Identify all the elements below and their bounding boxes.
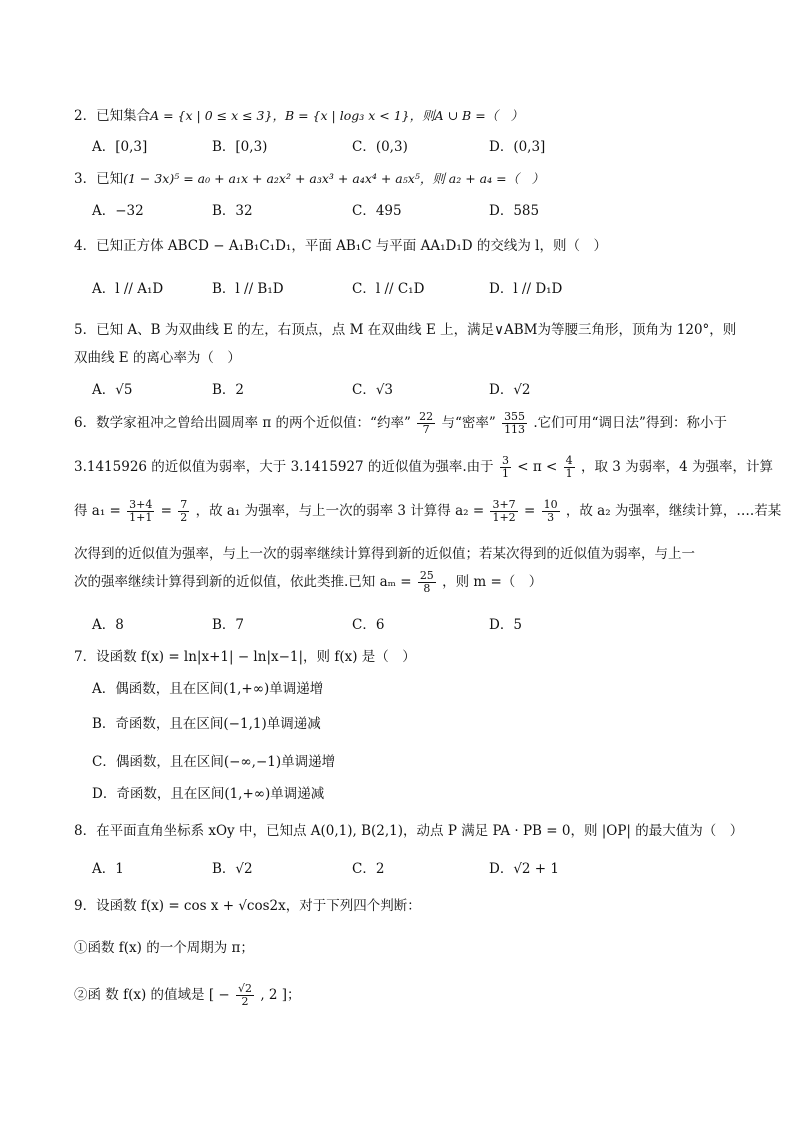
q6-text-5b: ，则 m =（ ） (442, 574, 543, 590)
question-6-line-1 (74, 411, 727, 436)
question-5-option-d[interactable]: D．√2 (489, 382, 531, 398)
question-7-option-a[interactable]: A．偶函数，且在区间(1,+∞)单调递增 (92, 681, 324, 697)
q6-text-2b: < π < (517, 459, 558, 475)
question-6-options (92, 613, 732, 633)
q6-text-3e: ，故 a₂ 为强率，继续计算，….若某 (565, 503, 782, 519)
fraction-sqrt2-over-2: $\frac{√2}{2}$ (238, 982, 253, 1008)
question-3-stem (74, 167, 544, 187)
question-4-stem: 4．已知正方体 ABCD − A₁B₁C₁D₁，平面 AB₁C 与平面 AA₁D₁D 的交线为 l，则（ ） (74, 238, 607, 254)
q9-item2-bracket: [ − (208, 987, 230, 1003)
question-4-option-b[interactable]: B．l // B₁D (212, 281, 284, 297)
fraction-3plus4-over-1plus1: $\frac{3+4}{1+1}$ (129, 498, 153, 524)
question-3-option-c[interactable]: C．495 (352, 203, 402, 219)
question-4-option-c[interactable]: C．l // C₁D (352, 281, 425, 297)
fraction-3-1: $\frac{3}{1}$ (501, 454, 509, 480)
question-8-stem: 8．在平面直角坐标系 xOy 中，已知点 A(0,1), B(2,1)，动点 P 满足 PA · PB = 0，则 |OP| 的最大值为（ ） (74, 823, 744, 839)
q6-text-5a: 次的强率继续计算得到新的近似值，依此类推.已知 aₘ = (74, 574, 412, 590)
fraction-7-2: $\frac{7}{2}$ (180, 498, 188, 524)
q6-text-3c: ，故 a₁ 为强率，与上一次的弱率 3 计算得 a₂ = (195, 503, 485, 519)
question-4-option-a[interactable]: A．l // A₁D (92, 281, 164, 297)
question-2-math: A = {x | 0 ≤ x ≤ 3}，B = {x | log₃ x < 1}，则A ∪ B =（ ） (150, 108, 524, 123)
fraction-25-8: $\frac{25}{8}$ (419, 569, 434, 595)
question-2-option-c[interactable]: C．(0,3) (352, 139, 408, 155)
question-7-stem: 7．设函数 f(x) = ln|x+1| − ln|x−1|，则 f(x) 是（ ） (74, 649, 416, 665)
q6-text-1a: 6．数学家祖冲之曾给出圆周率 π 的两个近似值：“约率” (74, 415, 411, 431)
question-9-item-1: ①函数 f(x) 的一个周期为 π； (74, 940, 254, 956)
question-4-option-d[interactable]: D．l // D₁D (489, 281, 563, 297)
q6-text-1b: 与“密率” (441, 415, 496, 431)
question-5-options (92, 378, 732, 398)
question-5-option-b[interactable]: B．2 (212, 382, 245, 398)
q6-text-2c: ，取 3 为弱率，4 为强率，计算 (580, 459, 774, 475)
q6-text-3b: = (160, 503, 172, 519)
question-3-option-b[interactable]: B．32 (212, 203, 253, 219)
question-2-option-b[interactable]: B．[0,3) (212, 139, 268, 155)
q9-item2-end: , 2 ]； (260, 987, 301, 1003)
question-6-line-2 (74, 455, 773, 480)
question-6-option-d[interactable]: D．5 (489, 617, 522, 633)
question-5-line-2: 双曲线 E 的离心率为（ ） (74, 350, 241, 366)
question-5-option-a[interactable]: A．√5 (92, 382, 133, 398)
question-6-option-c[interactable]: C．6 (352, 617, 385, 633)
question-3-option-a[interactable]: A．−32 (92, 203, 144, 219)
question-2-option-d[interactable]: D．(0,3] (489, 139, 546, 155)
question-4-options (92, 277, 732, 297)
q6-text-2a: 3.1415926 的近似值为弱率，大于 3.1415927 的近似值为强率.由于 (74, 459, 494, 475)
question-6-option-a[interactable]: A．8 (92, 617, 124, 633)
q6-text-1c: .它们可用“调日法”得到：称小于 (533, 415, 727, 431)
question-2-option-a[interactable]: A．[0,3] (92, 139, 148, 155)
q6-text-3a: 得 a₁ = (74, 503, 121, 519)
question-9-stem: 9．设函数 f(x) = cos x + √cos2x，对于下列四个判断： (74, 898, 421, 914)
question-5-line-1: 5．已知 A、B 为双曲线 E 的左，右顶点，点 M 在双曲线 E 上，满足∨ABM为等腰三角形，顶角为 120°，则 (74, 322, 737, 338)
question-2-label: 2．已知集合 (74, 108, 151, 124)
question-7-option-c[interactable]: C．偶函数，且在区间(−∞,−1)单调递增 (92, 754, 336, 770)
question-2-options (92, 135, 732, 155)
question-8-options (92, 857, 732, 877)
question-7-option-b[interactable]: B．奇函数，且在区间(−1,1)单调递减 (92, 716, 321, 732)
question-6-line-5 (74, 570, 542, 595)
question-3-label: 3．已知 (74, 171, 124, 187)
question-8-option-a[interactable]: A．1 (92, 861, 124, 877)
question-6-line-4: 次得到的近似值为强率，与上一次的弱率继续计算得到新的近似值；若某次得到的近似值为弱率，与上一 (74, 546, 695, 562)
question-9-item-2 (74, 983, 301, 1008)
question-6-option-b[interactable]: B．7 (212, 617, 245, 633)
question-8-option-c[interactable]: C．2 (352, 861, 385, 877)
question-2-stem (74, 104, 523, 124)
question-3-math: (1 − 3x)⁵ = a₀ + a₁x + a₂x² + a₃x³ + a₄x⁴ + a₅x⁵，则 a₂ + a₄ =（ ） (123, 171, 545, 186)
fraction-22-7: $\frac{22}{7}$ (419, 410, 434, 436)
fraction-355-113: $\frac{355}{113}$ (504, 410, 526, 436)
question-5-option-c[interactable]: C．√3 (352, 382, 394, 398)
question-6-line-3 (74, 499, 781, 524)
question-7-option-d[interactable]: D．奇函数，且在区间(1,+∞)单调递减 (92, 786, 325, 802)
question-3-options (92, 199, 732, 219)
fraction-4-1: $\frac{4}{1}$ (565, 454, 573, 480)
question-8-option-b[interactable]: B．√2 (212, 861, 253, 877)
fraction-10-3: $\frac{10}{3}$ (543, 498, 558, 524)
q9-item2-text: ②函 数 f(x) 的值域是 (74, 987, 205, 1003)
question-8-option-d[interactable]: D．√2 + 1 (489, 861, 559, 877)
q6-text-3d: = (523, 503, 536, 519)
fraction-3plus7-over-1plus2: $\frac{3+7}{1+2}$ (492, 498, 516, 524)
question-3-option-d[interactable]: D．585 (489, 203, 540, 219)
